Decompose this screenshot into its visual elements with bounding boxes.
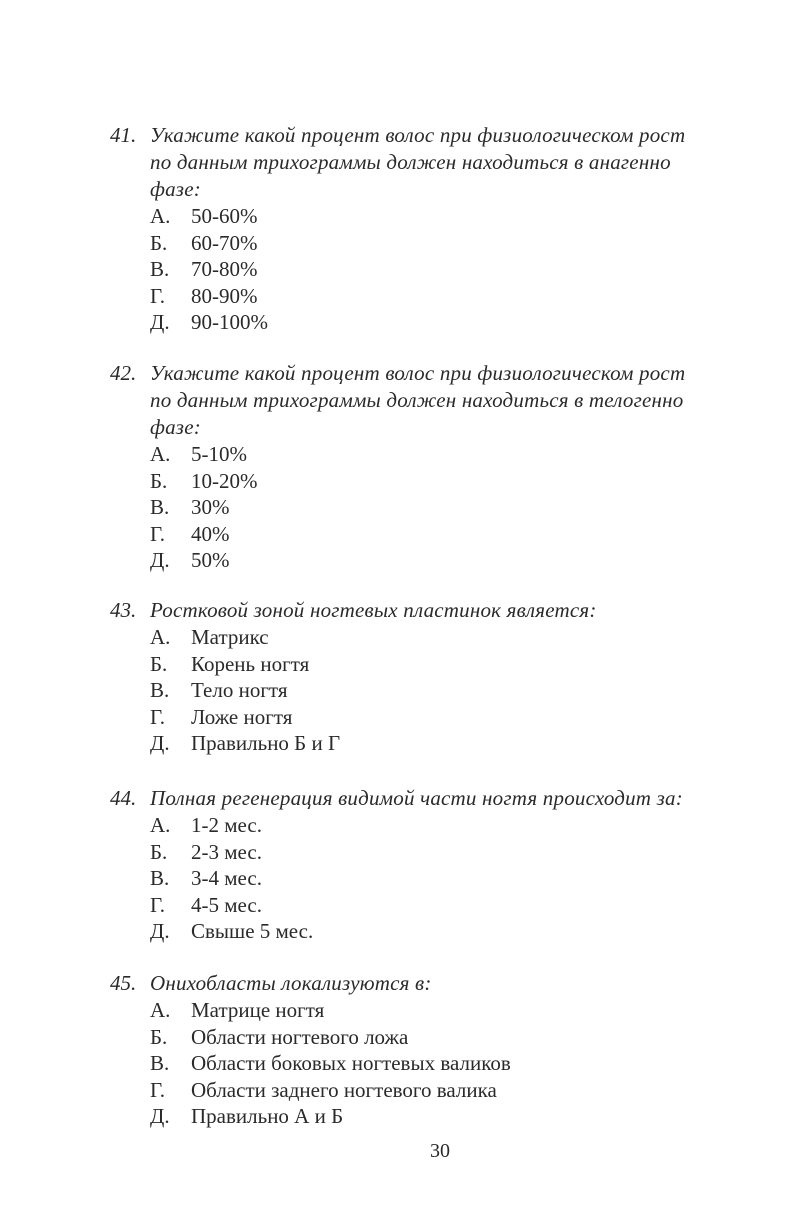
option-letter: В.	[150, 495, 170, 519]
answer-option	[150, 1050, 795, 1077]
answer-option	[150, 997, 795, 1024]
answer-option	[150, 283, 795, 310]
option-text: 70-80%	[191, 257, 258, 281]
question-number: 44.	[110, 786, 137, 810]
option-text: 90-100%	[191, 310, 268, 334]
answer-option	[150, 812, 795, 839]
option-text: Свыше 5 мес.	[191, 919, 314, 943]
answer-option	[150, 256, 795, 283]
option-text: 2-3 мес.	[191, 839, 262, 864]
option-text: 10-20%	[191, 468, 258, 493]
question-45	[110, 970, 795, 1130]
option-letter: А.	[150, 813, 171, 837]
answer-options	[110, 624, 795, 757]
option-letter: А.	[150, 442, 171, 466]
question-number: 43.	[110, 598, 137, 622]
option-letter: Г.	[150, 283, 166, 308]
question-44	[110, 785, 795, 945]
option-text: Области заднего ногтевого валика	[191, 1077, 497, 1102]
option-letter: Д.	[150, 731, 170, 755]
question-text-line: Укажите какой процент волос при физиологическом рост	[150, 123, 686, 147]
option-text: Правильно Б и Г	[191, 731, 341, 755]
answer-option	[150, 547, 795, 574]
option-text: 4-5 мес.	[191, 892, 262, 917]
answer-options	[110, 812, 795, 945]
option-text: 30%	[191, 495, 230, 519]
answer-option	[150, 203, 795, 230]
question-number: 45.	[110, 971, 137, 995]
question-text-line: Укажите какой процент волос при физиологическом рост	[150, 361, 686, 385]
option-letter: Г.	[150, 892, 166, 917]
option-text: 50%	[191, 548, 230, 572]
question-text-line: Онихобласты локализуются в:	[150, 971, 432, 995]
option-text: 50-60%	[191, 204, 258, 228]
question-number: 41.	[110, 123, 137, 147]
option-letter: А.	[150, 625, 171, 649]
option-letter: В.	[150, 1051, 170, 1075]
option-letter: Д.	[150, 1104, 170, 1128]
answer-option	[150, 1077, 795, 1104]
question-42	[110, 360, 795, 574]
option-letter: Д.	[150, 310, 170, 334]
answer-option	[150, 521, 795, 548]
answer-option	[150, 1024, 795, 1051]
question-43	[110, 597, 795, 757]
question-text-line: Ростковой зоной ногтевых пластинок является:	[150, 598, 597, 622]
option-text: Ложе ногтя	[191, 704, 293, 729]
question-41	[110, 122, 795, 336]
option-text: Тело ногтя	[191, 678, 288, 702]
option-letter: Б.	[150, 839, 168, 864]
page-number: 30	[430, 1140, 450, 1162]
answer-option	[150, 865, 795, 892]
option-text: Области ногтевого ложа	[191, 1024, 409, 1049]
option-text: Матрице ногтя	[191, 998, 325, 1022]
option-letter: Г.	[150, 1077, 166, 1102]
option-letter: Б.	[150, 651, 168, 676]
question-text-line: фазе:	[150, 177, 201, 201]
answer-option	[150, 730, 795, 757]
answer-option	[150, 309, 795, 336]
answer-options	[110, 997, 795, 1130]
question-text-line: Полная регенерация видимой части ногтя происходит за:	[150, 786, 683, 810]
option-letter: А.	[150, 204, 171, 228]
option-text: Области боковых ногтевых валиков	[191, 1051, 511, 1075]
question-text-line: фазе:	[150, 415, 201, 439]
option-text: 40%	[191, 521, 230, 546]
option-text: Матрикс	[191, 625, 269, 649]
option-text: Правильно А и Б	[191, 1104, 344, 1128]
option-letter: Г.	[150, 521, 166, 546]
question-text-line: по данным трихограммы должен находиться в анагенно	[150, 150, 671, 174]
answer-options	[110, 203, 795, 336]
option-text: 80-90%	[191, 283, 258, 308]
option-letter: В.	[150, 678, 170, 702]
answer-option	[150, 230, 795, 257]
answer-option	[150, 1103, 795, 1130]
option-letter: А.	[150, 998, 171, 1022]
answer-option	[150, 624, 795, 651]
option-letter: Д.	[150, 548, 170, 572]
answer-option	[150, 839, 795, 866]
answer-option	[150, 918, 795, 945]
question-text-line: по данным трихограммы должен находиться в телогенно	[150, 388, 684, 412]
option-text: 60-70%	[191, 230, 258, 255]
option-letter: В.	[150, 866, 170, 890]
answer-option	[150, 651, 795, 678]
option-letter: В.	[150, 257, 170, 281]
option-letter: Б.	[150, 1024, 168, 1049]
option-letter: Г.	[150, 704, 166, 729]
answer-option	[150, 704, 795, 731]
option-text: Корень ногтя	[191, 651, 310, 676]
option-text: 3-4 мес.	[191, 866, 262, 890]
answer-option	[150, 494, 795, 521]
answer-options	[110, 441, 795, 574]
option-letter: Б.	[150, 230, 168, 255]
answer-option	[150, 441, 795, 468]
answer-option	[150, 892, 795, 919]
answer-option	[150, 677, 795, 704]
option-letter: Д.	[150, 919, 170, 943]
option-letter: Б.	[150, 468, 168, 493]
question-number: 42.	[110, 361, 137, 385]
option-text: 5-10%	[191, 442, 247, 466]
answer-option	[150, 468, 795, 495]
option-text: 1-2 мес.	[191, 813, 262, 837]
